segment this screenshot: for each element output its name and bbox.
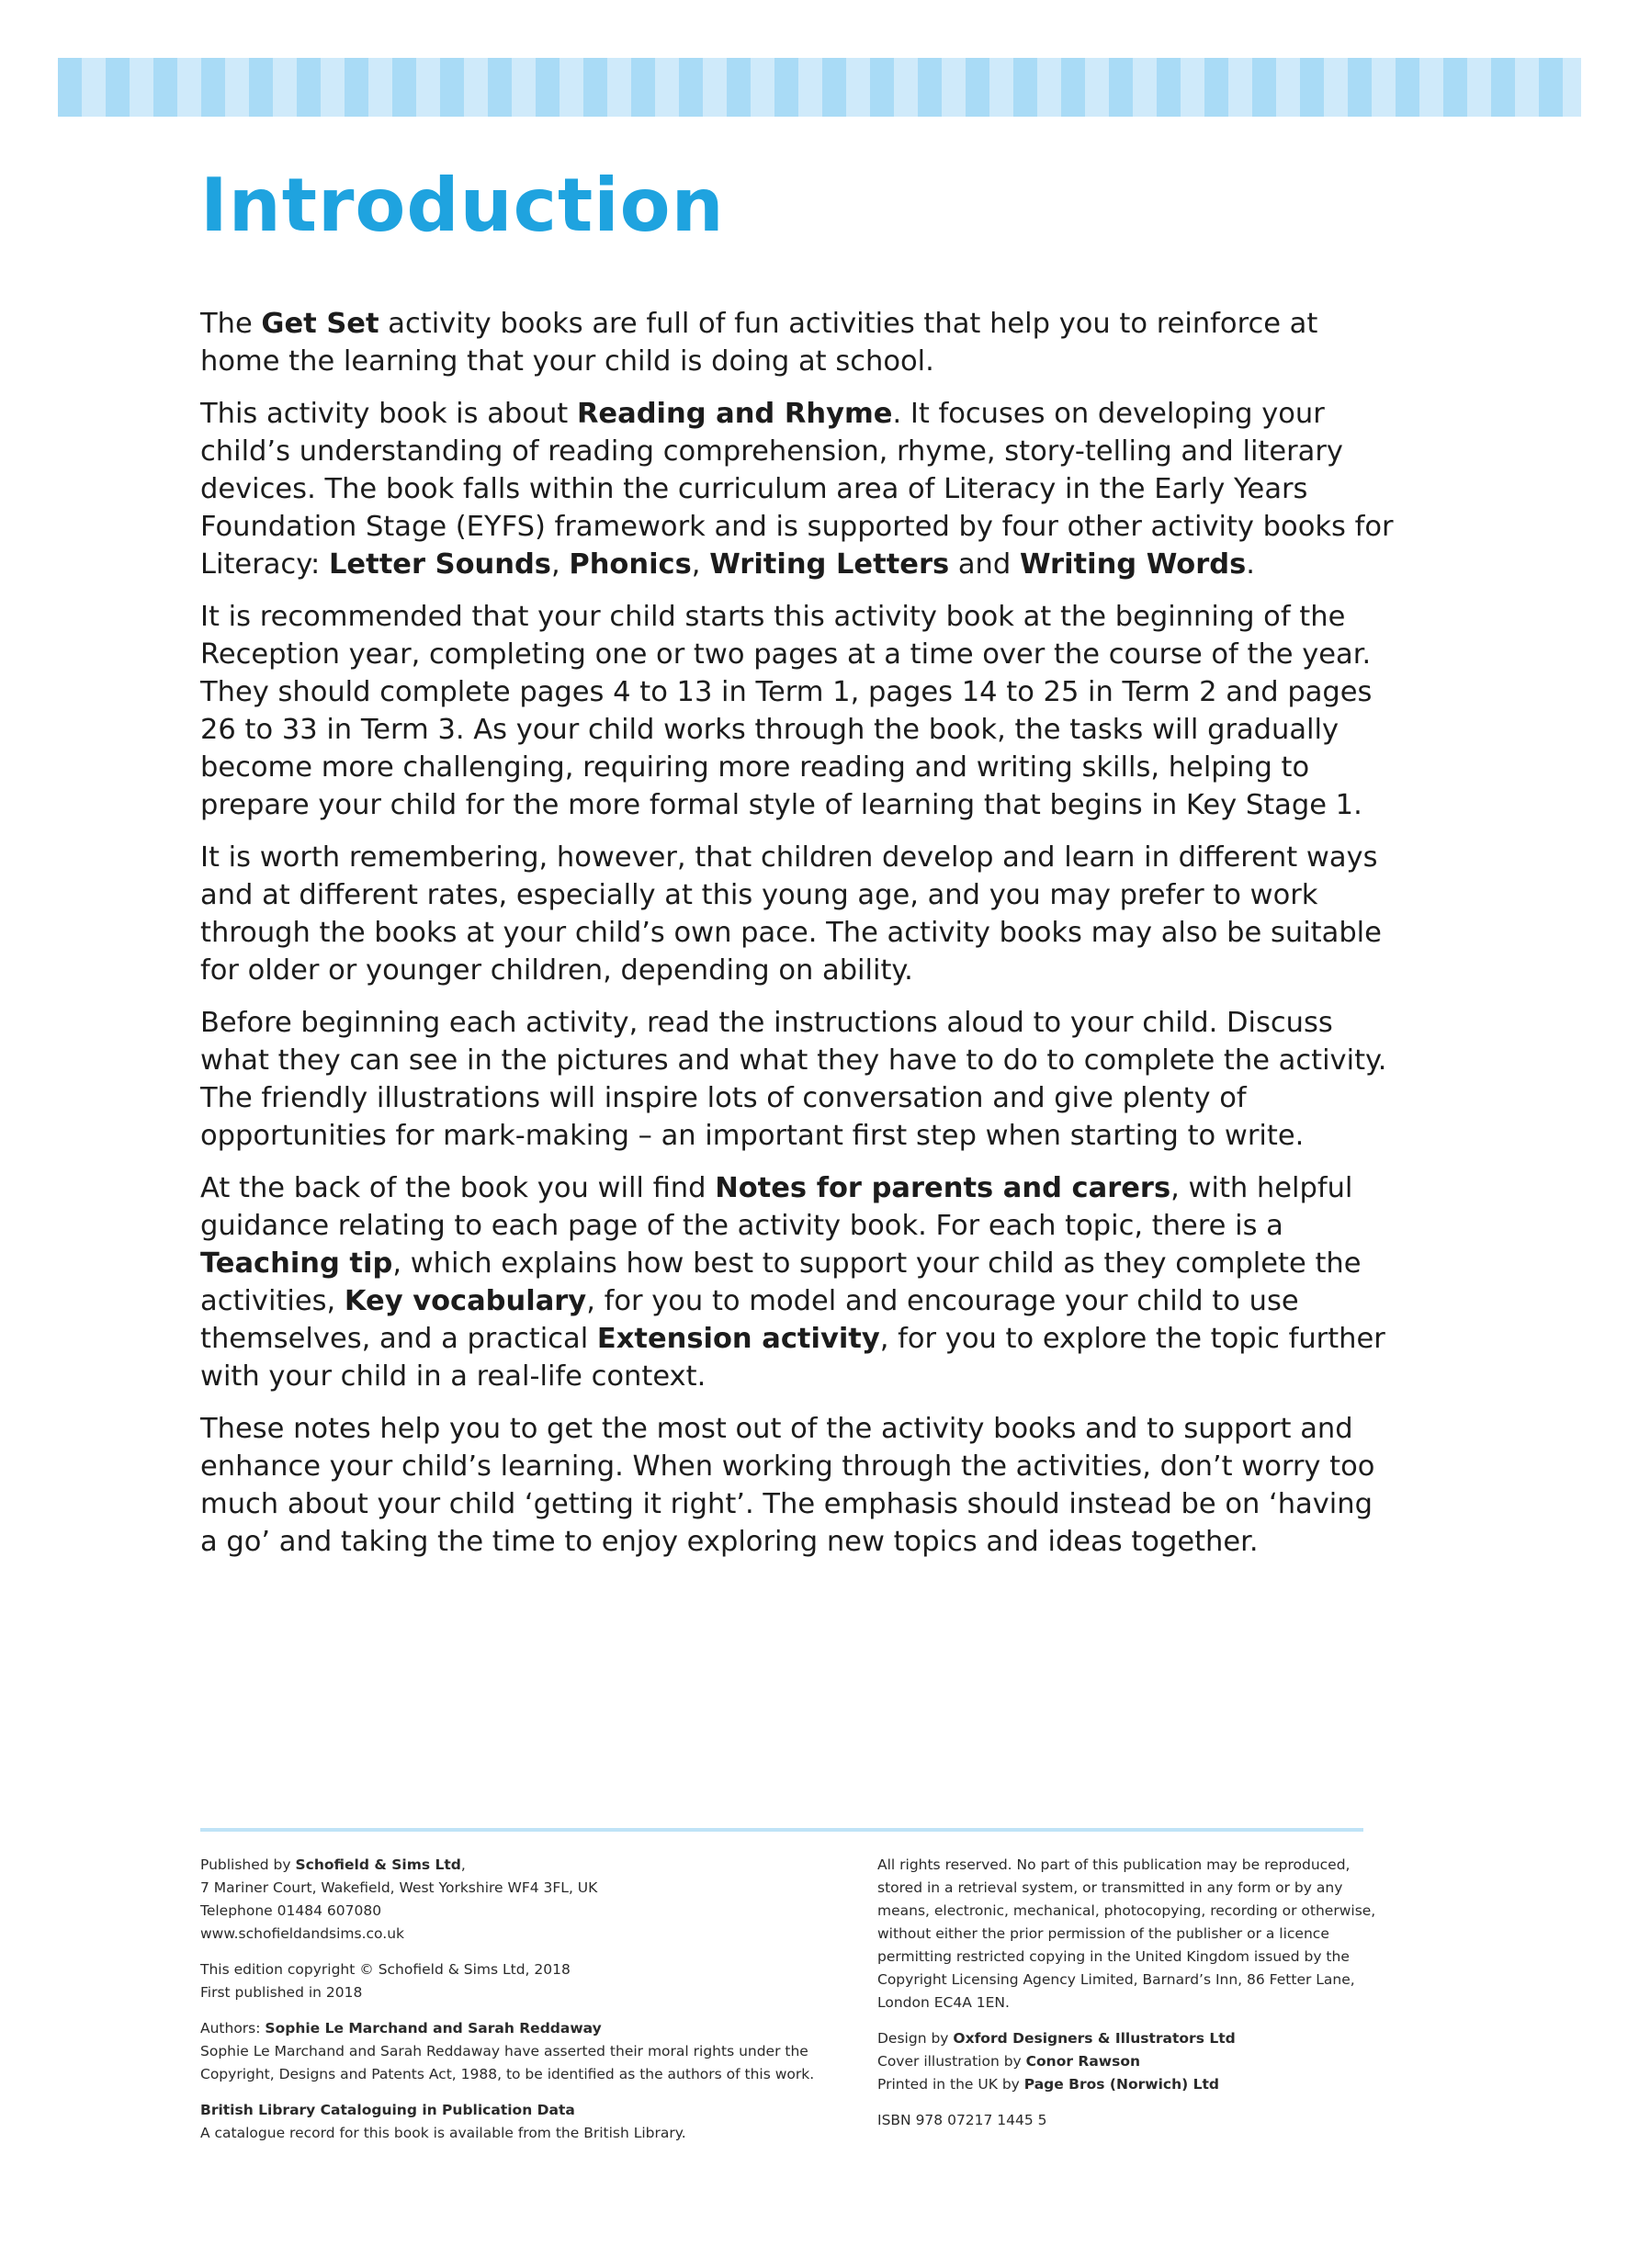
printer-credit: Printed in the UK by Page Bros (Norwich) Ltd <box>877 2076 1219 2093</box>
moral-rights-line-2: Copyright, Designs and Patents Act, 1988, to be identified as the authors of this work. <box>200 2066 815 2082</box>
rights-block <box>877 1854 1475 2014</box>
cip-block <box>200 2099 797 2145</box>
cover-credit: Cover illustration by Conor Rawson <box>877 2053 1141 2070</box>
page-title: Introduction <box>200 163 725 248</box>
publisher-telephone: Telephone 01484 607080 <box>200 1902 382 1919</box>
intro-paragraph-5: Before beginning each activity, read the instructions aloud to your child. Discuss what they can see in the pictures and what they have to do to complete the activity. The friendly illustrations will inspire lots of conversation and give plenty of opportunities for mark-making – an important first step when starting to write. <box>200 1007 1387 1152</box>
design-credit: Design by Oxford Designers & Illustrators Ltd <box>877 2030 1236 2047</box>
imprint-right-column <box>877 1854 1475 2145</box>
isbn: ISBN 978 07217 1445 5 <box>877 2112 1047 2128</box>
intro-paragraph-4: It is worth remembering, however, that children develop and learn in different ways and at different rates, especially at this young age, and you may prefer to work through the books at your child’s own pace. The activity books may also be suitable for older or younger children, depending on ability. <box>200 841 1382 987</box>
introduction-body <box>200 305 1395 1575</box>
isbn-block <box>877 2109 1475 2132</box>
credits-block <box>877 2027 1475 2096</box>
imprint-divider <box>200 1828 1363 1832</box>
intro-paragraph-3: It is recommended that your child starts this activity book at the beginning of the Reception year, completing one or two pages at a time over the course of the year. They should complete pages 4 to 13 in Term 1, pages 14 to 25 in Term 2 and pages 26 to 33 in Term 3. As your child works through the book, the tasks will gradually become more challenging, requiring more reading and writing skills, helping to prepare your child for the more formal style of learning that begins in Key Stage 1. <box>200 601 1373 821</box>
cip-text: A catalogue record for this book is available from the British Library. <box>200 2125 686 2141</box>
rights-line: means, electronic, mechanical, photocopying, recording or otherwise, <box>877 1902 1376 1919</box>
first-published: First published in 2018 <box>200 1984 363 2001</box>
intro-paragraph-1: The Get Set activity books are full of fun activities that help you to reinforce at home the learning that your child is doing at school. <box>200 308 1318 378</box>
rights-line: All rights reserved. No part of this publication may be reproduced, <box>877 1856 1351 1873</box>
rights-line: Copyright Licensing Agency Limited, Barnard’s Inn, 86 Fetter Lane, <box>877 1971 1355 1988</box>
decorative-stripe-band <box>58 58 1581 117</box>
rights-line: permitting restricted copying in the United Kingdom issued by the <box>877 1948 1350 1965</box>
publisher-block <box>200 1854 797 1946</box>
rights-line: without either the prior permission of the publisher or a licence <box>877 1925 1329 1942</box>
intro-paragraph-6: At the back of the book you will find Notes for parents and carers, with helpful guidance relating to each page of the activity book. For each topic, there is a Teaching tip, which explains how best to support your child as they complete the activities, Key vocabulary, for you to model and encourage your child to use themselves, and a practical Extension activity, for you to explore the topic further with your child in a real-life context. <box>200 1172 1385 1393</box>
moral-rights-line-1: Sophie Le Marchand and Sarah Reddaway have asserted their moral rights under the <box>200 2043 808 2059</box>
intro-paragraph-2: This activity book is about Reading and Rhyme. It focuses on developing your child’s understanding of reading comprehension, rhyme, story-telling and literary devices. The book falls within the curriculum area of Literacy in the Early Years Foundation Stage (EYFS) framework and is supported by four other activity books for Literacy: Letter Sounds, Phonics, Writing Letters and Writing Words. <box>200 398 1394 581</box>
publisher-address: 7 Mariner Court, Wakefield, West Yorkshire WF4 3FL, UK <box>200 1879 598 1896</box>
rights-line: stored in a retrieval system, or transmitted in any form or by any <box>877 1879 1343 1896</box>
edition-copyright: This edition copyright © Schofield & Sims Ltd, 2018 <box>200 1961 571 1978</box>
edition-block <box>200 1958 797 2004</box>
authors-block <box>200 2017 815 2086</box>
authors-line: Authors: Sophie Le Marchand and Sarah Reddaway <box>200 2020 602 2037</box>
publisher-website: www.schofieldandsims.co.uk <box>200 1925 404 1942</box>
intro-paragraph-7: These notes help you to get the most out of the activity books and to support and enhance your child’s learning. When working through the activities, don’t worry too much about your child ‘getting it right’. The emphasis should instead be on ‘having a go’ and taking the time to enjoy exploring new topics and ideas together. <box>200 1413 1375 1558</box>
imprint-left-column <box>200 1854 815 2158</box>
cip-heading: British Library Cataloguing in Publication Data <box>200 2102 575 2118</box>
published-by-line: Published by Schofield & Sims Ltd, <box>200 1856 466 1873</box>
rights-line: London EC4A 1EN. <box>877 1994 1010 2011</box>
